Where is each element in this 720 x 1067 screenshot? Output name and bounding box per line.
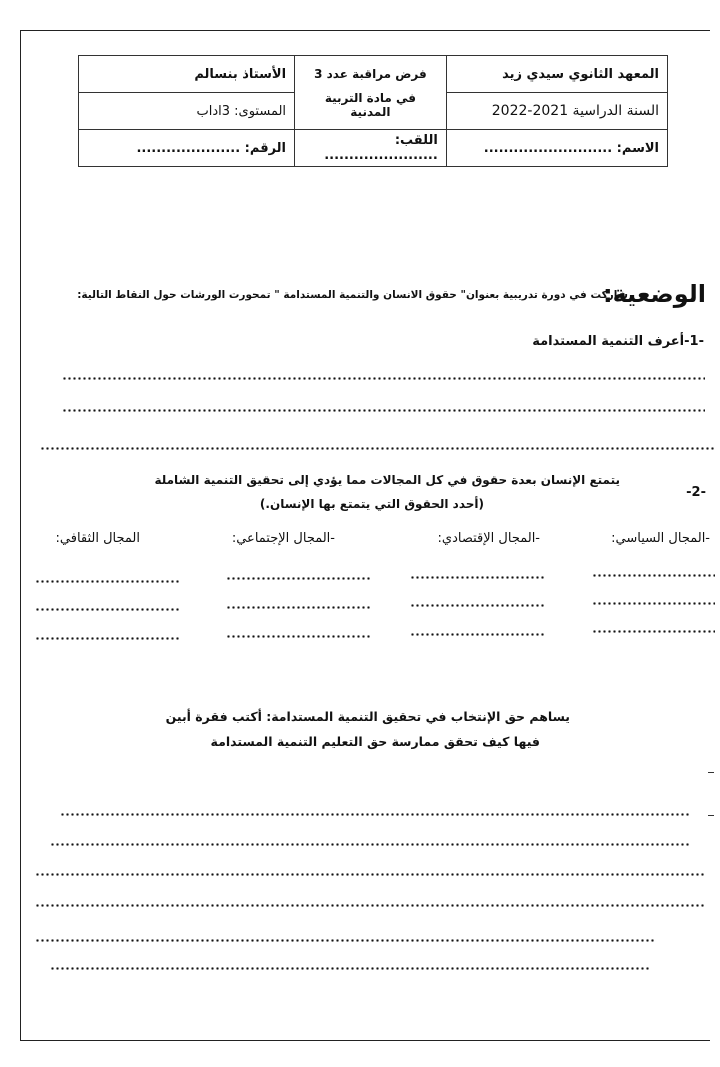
teacher-name: الأستاذ بنسالم: [79, 56, 295, 93]
margin-tick: [708, 815, 714, 816]
answer-line-social[interactable]: [226, 577, 370, 580]
question-3-line2: فيها كيف تحقق ممارسة حق التعليم التنمية المستدامة: [210, 734, 540, 749]
answer-line[interactable]: [62, 409, 705, 412]
answer-line-cultural[interactable]: [35, 608, 180, 611]
answer-line-social[interactable]: [226, 606, 370, 609]
situation-text: شاركت في دورة تدريبية بعنوان" حقوق الانسان والتنمية المستدامة " تمحورت الورشات حول النقاط التالية:: [77, 289, 628, 301]
answer-line-economic[interactable]: [410, 576, 545, 579]
exam-title-cell: [295, 56, 447, 130]
answer-line[interactable]: [35, 939, 655, 942]
question-2-line2: (أحدد الحقوق التي يتمتع بها الإنسان.): [259, 497, 484, 511]
field-cultural: المجال الثقافي:: [55, 531, 140, 546]
exam-title: فرض مراقبة عدد 3: [314, 66, 427, 81]
frame-top-border: [20, 30, 710, 31]
answer-line-cultural[interactable]: [35, 637, 180, 640]
answer-line[interactable]: [60, 813, 690, 816]
answer-line-political[interactable]: [592, 574, 715, 577]
field-social: -المجال الإجتماعي:: [231, 531, 335, 546]
answer-line-social[interactable]: [226, 635, 370, 638]
question-2-line1: يتمتع الإنسان بعدة حقوق في كل المجالات مما يؤدي إلى تحقيق التنمية الشاملة: [154, 473, 620, 487]
answer-line[interactable]: [40, 447, 715, 450]
exam-subject: في مادة التربية المدنية: [324, 90, 417, 119]
field-political: -المجال السياسي:: [611, 531, 710, 546]
number-field[interactable]: الرقم: .....................: [79, 130, 295, 167]
name-field[interactable]: الاسم: ..........................: [446, 130, 667, 167]
answer-line-political[interactable]: [592, 602, 715, 605]
answer-line[interactable]: [50, 967, 650, 970]
answer-line[interactable]: [35, 873, 705, 876]
school-name: المعهد الثانوي سيدي زيد: [446, 56, 667, 93]
level: المستوى: 3اداب: [79, 93, 295, 130]
question-2-number: -2-: [686, 485, 706, 500]
answer-line-cultural[interactable]: [35, 580, 180, 583]
frame-bottom-border: [20, 1040, 710, 1041]
surname-field[interactable]: اللقب: .......................: [295, 130, 447, 167]
school-year: السنة الدراسية 2021-2022: [446, 93, 667, 130]
answer-line-economic[interactable]: [410, 604, 545, 607]
situation-heading: الوضعية:: [603, 280, 706, 308]
answer-line[interactable]: [50, 843, 690, 846]
header-table: [78, 55, 668, 167]
question-1: -1-أعرف التنمية المستدامة: [532, 334, 704, 349]
field-economic: -المجال الإقتصادي:: [437, 531, 540, 546]
answer-line[interactable]: [62, 377, 705, 380]
frame-left-border: [20, 30, 21, 1040]
question-3-line1: يساهم حق الإنتخاب في تحقيق التنمية المستدامة: أكتب فقرة أبين: [165, 709, 570, 724]
answer-line-political[interactable]: [592, 630, 715, 633]
answer-line-economic[interactable]: [410, 633, 545, 636]
margin-tick: [708, 772, 714, 773]
answer-line[interactable]: [35, 904, 705, 907]
